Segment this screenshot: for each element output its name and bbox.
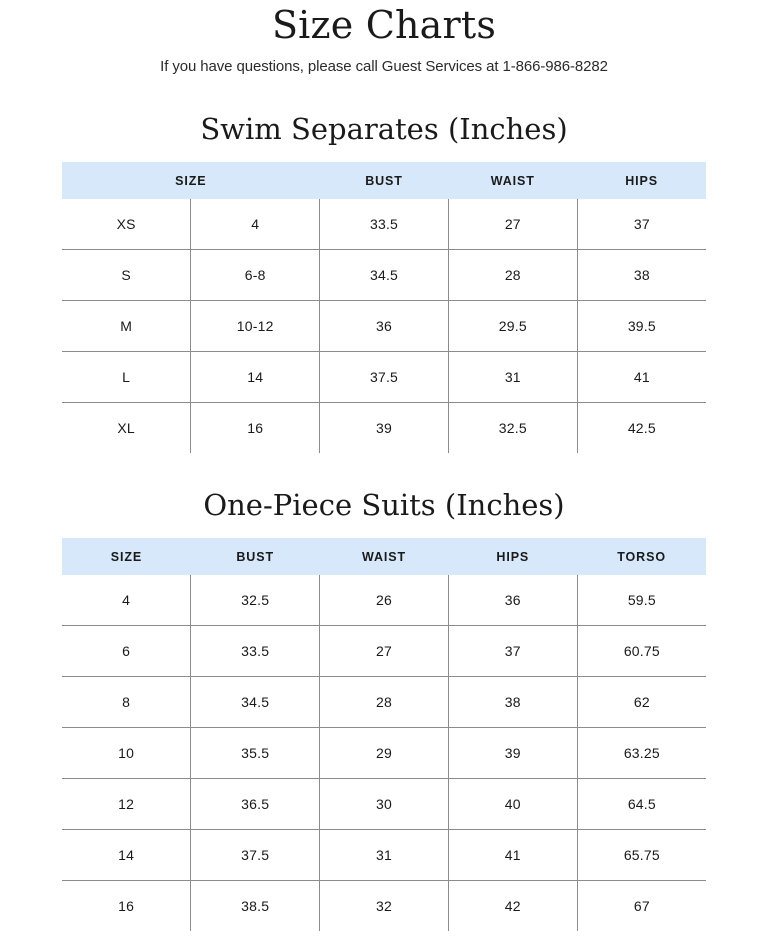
table-row bbox=[62, 779, 706, 830]
size-table-swim-separates bbox=[62, 162, 706, 453]
cell-measurement: 34.5 bbox=[320, 250, 449, 301]
guest-services-subtitle: If you have questions, please call Guest Services at 1-866-986-8282 bbox=[0, 44, 768, 75]
cell-size: 8 bbox=[62, 677, 191, 728]
column-header-hips: HIPS bbox=[577, 162, 706, 199]
table-wrapper-one-piece-suits bbox=[62, 520, 706, 931]
cell-measurement: 16 bbox=[191, 403, 320, 454]
cell-measurement: 41 bbox=[448, 830, 577, 881]
cell-size: 6 bbox=[62, 626, 191, 677]
section-title-one-piece-suits: One-Piece Suits (Inches) bbox=[0, 453, 768, 520]
cell-measurement: 37 bbox=[577, 199, 706, 250]
cell-measurement: 31 bbox=[448, 352, 577, 403]
cell-measurement: 27 bbox=[448, 199, 577, 250]
cell-measurement: 39 bbox=[448, 728, 577, 779]
cell-measurement: 64.5 bbox=[577, 779, 706, 830]
cell-measurement: 31 bbox=[320, 830, 449, 881]
header-row bbox=[62, 162, 706, 199]
cell-size: M bbox=[62, 301, 191, 352]
table-row bbox=[62, 403, 706, 454]
cell-measurement: 59.5 bbox=[577, 575, 706, 626]
cell-measurement: 39 bbox=[320, 403, 449, 454]
table-body-one-piece-suits bbox=[62, 575, 706, 931]
column-header-bust: BUST bbox=[191, 538, 320, 575]
table-row bbox=[62, 830, 706, 881]
table-row bbox=[62, 677, 706, 728]
cell-size: L bbox=[62, 352, 191, 403]
table-body-swim-separates bbox=[62, 199, 706, 453]
section-swim-separates bbox=[0, 75, 768, 453]
cell-size: S bbox=[62, 250, 191, 301]
cell-size: 14 bbox=[62, 830, 191, 881]
cell-size: XL bbox=[62, 403, 191, 454]
section-title-swim-separates: Swim Separates (Inches) bbox=[0, 75, 768, 144]
cell-measurement: 37.5 bbox=[320, 352, 449, 403]
table-header-one-piece-suits bbox=[62, 538, 706, 575]
cell-measurement: 38.5 bbox=[191, 881, 320, 931]
cell-measurement: 42.5 bbox=[577, 403, 706, 454]
cell-measurement: 42 bbox=[448, 881, 577, 931]
cell-size: XS bbox=[62, 199, 191, 250]
cell-measurement: 30 bbox=[320, 779, 449, 830]
table-row bbox=[62, 728, 706, 779]
cell-measurement: 27 bbox=[320, 626, 449, 677]
cell-measurement: 28 bbox=[448, 250, 577, 301]
cell-measurement: 65.75 bbox=[577, 830, 706, 881]
column-header-torso: TORSO bbox=[577, 538, 706, 575]
cell-measurement: 32.5 bbox=[448, 403, 577, 454]
cell-measurement: 62 bbox=[577, 677, 706, 728]
column-header-hips: HIPS bbox=[448, 538, 577, 575]
column-header-waist: WAIST bbox=[448, 162, 577, 199]
cell-measurement: 35.5 bbox=[191, 728, 320, 779]
table-row bbox=[62, 575, 706, 626]
size-table-one-piece-suits bbox=[62, 538, 706, 931]
cell-measurement: 10-12 bbox=[191, 301, 320, 352]
cell-measurement: 40 bbox=[448, 779, 577, 830]
cell-measurement: 38 bbox=[577, 250, 706, 301]
cell-measurement: 41 bbox=[577, 352, 706, 403]
cell-size: 4 bbox=[62, 575, 191, 626]
cell-measurement: 39.5 bbox=[577, 301, 706, 352]
cell-measurement: 32.5 bbox=[191, 575, 320, 626]
table-row bbox=[62, 881, 706, 931]
cell-measurement: 33.5 bbox=[320, 199, 449, 250]
cell-measurement: 33.5 bbox=[191, 626, 320, 677]
cell-measurement: 29 bbox=[320, 728, 449, 779]
page-title: Size Charts bbox=[0, 0, 768, 44]
column-header-bust: BUST bbox=[320, 162, 449, 199]
column-header-size: SIZE bbox=[62, 538, 191, 575]
cell-measurement: 37 bbox=[448, 626, 577, 677]
cell-measurement: 29.5 bbox=[448, 301, 577, 352]
cell-measurement: 60.75 bbox=[577, 626, 706, 677]
cell-measurement: 6-8 bbox=[191, 250, 320, 301]
table-row bbox=[62, 250, 706, 301]
cell-measurement: 26 bbox=[320, 575, 449, 626]
cell-measurement: 37.5 bbox=[191, 830, 320, 881]
table-row bbox=[62, 199, 706, 250]
cell-measurement: 28 bbox=[320, 677, 449, 728]
cell-measurement: 63.25 bbox=[577, 728, 706, 779]
cell-measurement: 36.5 bbox=[191, 779, 320, 830]
table-header-swim-separates bbox=[62, 162, 706, 199]
table-wrapper-swim-separates bbox=[62, 144, 706, 453]
column-header-size: SIZE bbox=[62, 162, 320, 199]
cell-size: 12 bbox=[62, 779, 191, 830]
cell-measurement: 67 bbox=[577, 881, 706, 931]
table-row bbox=[62, 626, 706, 677]
table-row bbox=[62, 301, 706, 352]
cell-measurement: 32 bbox=[320, 881, 449, 931]
cell-measurement: 38 bbox=[448, 677, 577, 728]
table-row bbox=[62, 352, 706, 403]
cell-measurement: 36 bbox=[448, 575, 577, 626]
cell-size: 10 bbox=[62, 728, 191, 779]
header-row bbox=[62, 538, 706, 575]
cell-measurement: 36 bbox=[320, 301, 449, 352]
cell-size: 16 bbox=[62, 881, 191, 931]
cell-measurement: 14 bbox=[191, 352, 320, 403]
cell-measurement: 34.5 bbox=[191, 677, 320, 728]
cell-measurement: 4 bbox=[191, 199, 320, 250]
section-one-piece-suits bbox=[0, 453, 768, 931]
column-header-waist: WAIST bbox=[320, 538, 449, 575]
